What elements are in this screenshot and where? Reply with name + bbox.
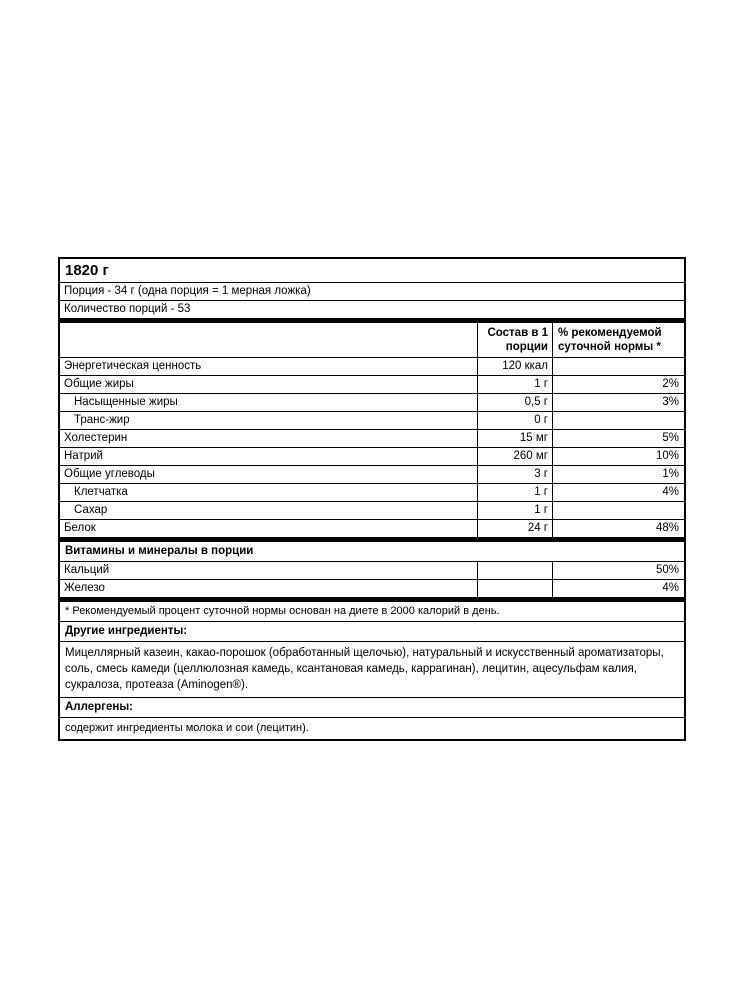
nutrient-name: Клетчатка [74, 486, 128, 498]
vitamins-header: Витамины и минералы в порции [65, 545, 254, 557]
table-row [60, 483, 684, 501]
table-row [60, 465, 684, 483]
table-row [60, 375, 684, 393]
nutrient-amount: 1 г [477, 484, 552, 501]
nutrient-name: Кальций [64, 564, 110, 576]
amount-column-header: Состав в 1 порции [477, 323, 552, 357]
nutrient-rows [60, 357, 684, 537]
table-row [60, 561, 684, 579]
serving-size-row [60, 282, 684, 300]
nutrient-amount: 260 мг [477, 448, 552, 465]
table-row [60, 501, 684, 519]
other-ingredients-row [60, 641, 684, 697]
table-row [60, 429, 684, 447]
footnote-row [60, 602, 684, 621]
nutrient-name: Сахар [74, 504, 108, 516]
nutrient-daily-value: 5% [552, 430, 684, 447]
nutrient-daily-value: 48% [552, 520, 684, 537]
net-weight: 1820 г [65, 262, 109, 279]
nutrient-amount [477, 562, 552, 579]
nutrient-daily-value: 10% [552, 448, 684, 465]
table-row [60, 519, 684, 537]
nutrient-name: Энергетическая ценность [64, 360, 202, 372]
nutrient-name: Общие жиры [64, 378, 134, 390]
nutrient-name: Общие углеводы [64, 468, 155, 480]
nutrient-daily-value [552, 358, 684, 375]
nutrient-daily-value [552, 412, 684, 429]
nutrient-amount: 0,5 г [477, 394, 552, 411]
nutrient-daily-value: 4% [552, 484, 684, 501]
vitamins-header-row [60, 542, 684, 561]
nutrient-daily-value: 50% [552, 562, 684, 579]
nutrient-amount [477, 580, 552, 597]
nutrient-daily-value: 2% [552, 376, 684, 393]
nutrient-amount: 120 ккал [477, 358, 552, 375]
servings-per-container: Количество порций - 53 [64, 303, 191, 315]
nutrition-facts-panel [58, 257, 686, 741]
nutrient-amount: 0 г [477, 412, 552, 429]
nutrient-daily-value: 3% [552, 394, 684, 411]
allergens-header: Аллергены: [65, 701, 133, 713]
other-ingredients-header: Другие ингредиенты: [65, 625, 188, 637]
header-spacer [60, 323, 477, 357]
net-weight-row [60, 259, 684, 282]
allergens-row [60, 717, 684, 739]
nutrient-daily-value [552, 502, 684, 519]
other-ingredients-text: Мицеллярный казеин, какао-порошок (обработанный щелочью), натуральный и искусственный ароматизаторы, соль, смесь камеди (целлюлозная камедь, ксантановая камедь, каррагинан), лецитин, ацесульфам калия, сукралоза, протеаза (Aminogen®). [65, 647, 664, 691]
allergens-header-row [60, 697, 684, 717]
nutrient-name: Железо [64, 582, 105, 594]
nutrient-name: Белок [64, 522, 96, 534]
nutrient-name: Натрий [64, 450, 103, 462]
daily-value-footnote: * Рекомендуемый процент суточной нормы основан на диете в 2000 калорий в день. [65, 605, 500, 617]
daily-value-column-header: % рекомендуемой суточной нормы * [552, 323, 684, 357]
nutrient-amount: 1 г [477, 376, 552, 393]
column-header-row [60, 323, 684, 357]
vitamin-rows [60, 561, 684, 597]
table-row [60, 579, 684, 597]
servings-per-container-row [60, 300, 684, 318]
other-ingredients-header-row [60, 621, 684, 641]
serving-size: Порция - 34 г (одна порция = 1 мерная ложка) [64, 285, 311, 297]
nutrient-amount: 1 г [477, 502, 552, 519]
nutrient-amount: 15 мг [477, 430, 552, 447]
nutrient-name: Холестерин [64, 432, 128, 444]
table-row [60, 447, 684, 465]
nutrient-amount: 3 г [477, 466, 552, 483]
nutrient-name: Насыщенные жиры [74, 396, 178, 408]
nutrient-daily-value: 4% [552, 580, 684, 597]
nutrient-name: Транс-жир [74, 414, 130, 426]
table-row [60, 411, 684, 429]
table-row [60, 393, 684, 411]
nutrient-amount: 24 г [477, 520, 552, 537]
allergens-text: содержит ингредиенты молока и сои (лецитин). [65, 722, 309, 734]
table-row [60, 357, 684, 375]
nutrient-daily-value: 1% [552, 466, 684, 483]
